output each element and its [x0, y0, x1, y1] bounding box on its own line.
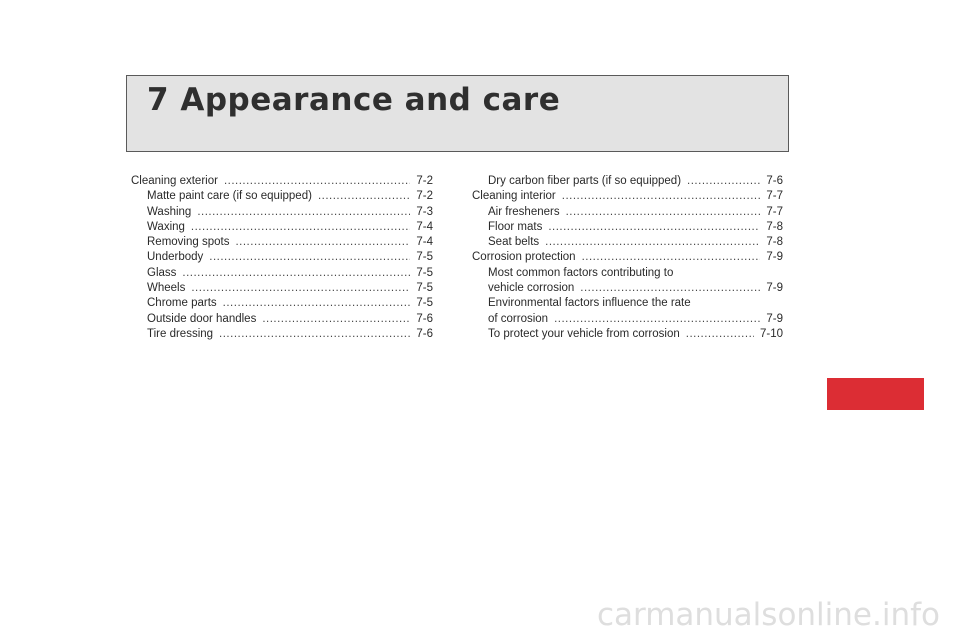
toc-entry[interactable] [472, 174, 783, 189]
toc-entry-page: 7-2 [416, 190, 433, 203]
toc-leader [686, 327, 754, 342]
toc-entry[interactable] [472, 327, 783, 342]
toc-entry[interactable] [472, 235, 783, 250]
chapter-title: 7 Appearance and care [147, 82, 561, 118]
toc-entry-page: 7-4 [416, 220, 433, 233]
toc-leader [687, 174, 760, 189]
toc-leader [191, 220, 410, 235]
toc-entry-label: Tire dressing [147, 327, 214, 340]
toc-entry-label: Glass [147, 266, 177, 279]
toc-entry-label: Outside door handles [147, 312, 257, 325]
toc-leader [219, 327, 410, 342]
toc-entry-label: To protect your vehicle from corrosion [488, 327, 680, 340]
toc-right-column [472, 174, 783, 342]
toc-entry-label: vehicle corrosion [488, 282, 575, 295]
toc-leader [209, 250, 410, 265]
toc-entry-label: Wheels [147, 282, 186, 295]
toc-entry-label: Removing spots [147, 236, 230, 249]
toc-entry-page: 7-6 [766, 175, 783, 187]
toc-entry-page: 7-9 [766, 251, 783, 264]
toc-entry-page: 7-4 [416, 236, 433, 249]
toc-entry[interactable] [131, 296, 433, 311]
toc-leader [545, 235, 760, 250]
toc-entry-label: Dry carbon fiber parts (if so equipped) [488, 175, 682, 187]
toc-entry-page: 7-9 [766, 282, 783, 295]
toc-entry-page: 7-7 [766, 205, 783, 218]
toc-entry[interactable] [472, 205, 783, 220]
toc-entry-label: Chrome parts [147, 297, 217, 310]
toc-leader [191, 281, 410, 296]
toc-entry-page: 7-7 [766, 190, 783, 203]
toc-entry[interactable] [472, 189, 783, 204]
toc-leader [318, 189, 410, 204]
toc-entry-page: 7-6 [416, 327, 433, 340]
toc-entry[interactable] [131, 250, 433, 265]
toc-entry-label: Underbody [147, 251, 204, 264]
toc-entry[interactable] [131, 205, 433, 220]
toc-leader [182, 266, 410, 281]
toc-leader [197, 205, 410, 220]
toc-entry[interactable] [131, 174, 433, 189]
toc-entry-label: Floor mats [488, 220, 543, 233]
toc-entry[interactable] [472, 281, 783, 296]
toc-entry-page: 7-5 [416, 282, 433, 295]
toc-entry-page: 7-9 [766, 312, 783, 325]
toc-leader [262, 312, 410, 327]
toc-entry[interactable] [131, 327, 433, 342]
chapter-title-band [126, 75, 789, 152]
toc-entry-label: Corrosion protection [472, 251, 576, 264]
toc-entry-page: 7-8 [766, 236, 783, 249]
watermark: carmanualsonline.info [596, 597, 940, 633]
toc-entry-page: 7-10 [759, 327, 783, 340]
toc-entry-label-line1[interactable]: Environmental factors influence the rate [488, 297, 691, 310]
toc-entry-page: 7-5 [416, 251, 433, 264]
chapter-tab-marker [827, 378, 924, 410]
toc-entry-page: 7-5 [416, 297, 433, 310]
toc-entry[interactable] [131, 235, 433, 250]
toc-entry[interactable] [472, 220, 783, 235]
toc-entry[interactable] [472, 312, 783, 327]
toc-entry-label: Matte paint care (if so equipped) [147, 190, 312, 203]
toc-entry[interactable] [472, 250, 783, 265]
toc-entry[interactable] [131, 266, 433, 281]
toc-entry-label: Cleaning exterior [131, 175, 218, 187]
toc-leader [566, 205, 761, 220]
toc-leader [562, 189, 761, 204]
toc-leader [223, 296, 411, 311]
toc-leader [548, 220, 760, 235]
toc-entry-page: 7-8 [766, 220, 783, 233]
toc-entry-page: 7-3 [416, 205, 433, 218]
toc-entry[interactable] [131, 220, 433, 235]
toc-entry-label: Cleaning interior [472, 190, 556, 203]
toc-entry-page: 7-5 [416, 266, 433, 279]
toc-entry[interactable] [131, 189, 433, 204]
toc-leader [554, 312, 760, 327]
toc-entry-label-line1[interactable]: Most common factors contributing to [488, 266, 674, 279]
toc-left-column [131, 174, 433, 342]
toc-leader [582, 250, 761, 265]
toc-entry-page: 7-2 [416, 175, 433, 187]
toc-entry-label: Waxing [147, 220, 185, 233]
toc-entry-label: Washing [147, 205, 192, 218]
toc-entry[interactable] [131, 281, 433, 296]
toc-entry-label: Seat belts [488, 236, 540, 249]
toc-leader [224, 174, 410, 189]
toc-entry-label: of corrosion [488, 312, 549, 325]
toc-entry-label: Air fresheners [488, 205, 560, 218]
toc-leader [235, 235, 410, 250]
toc-entry[interactable] [131, 312, 433, 327]
toc-leader [580, 281, 760, 296]
toc-entry-page: 7-6 [416, 312, 433, 325]
